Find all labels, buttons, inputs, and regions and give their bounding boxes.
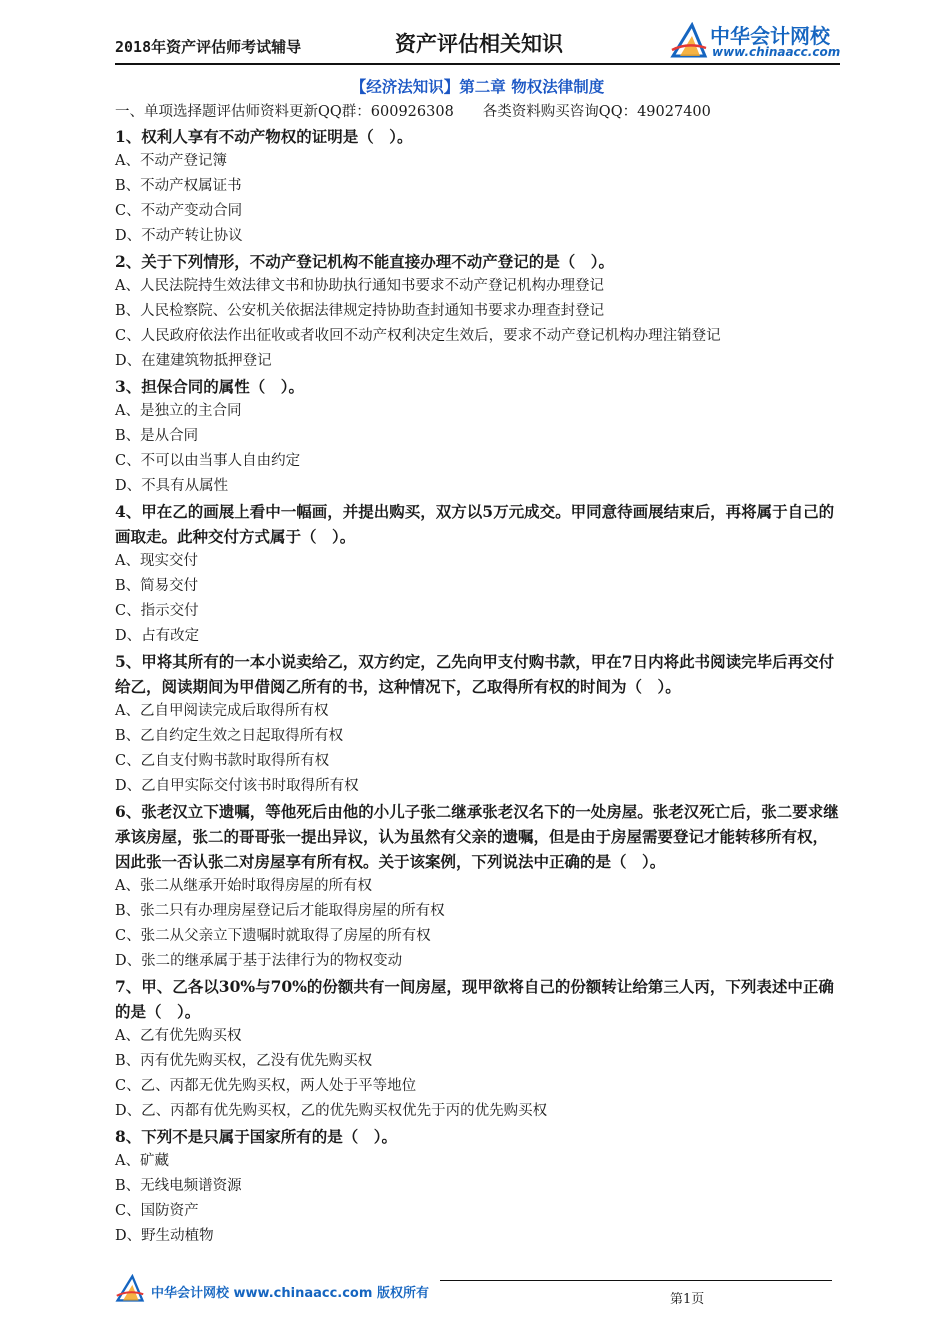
question-stem: 1、权利人享有不动产物权的证明是（ ）。 [115, 127, 413, 146]
option-d: D、不具有从属性 [115, 478, 229, 494]
option-d: D、乙、丙都有优先购买权，乙的优先购买权优先于丙的优先购买权 [115, 1103, 548, 1119]
logo-name: 中华会计网校 [710, 24, 830, 48]
question-6 [115, 799, 840, 974]
question-stem: 5、甲将其所有的一本小说卖给乙，双方约定，乙先向甲支付购书款，甲在7日内将此书阅读完毕后再交付给乙，阅读期间为甲借阅乙所有的书，这种情况下，乙取得所有权的时间为（ ）。 [115, 652, 835, 696]
option-c: C、指示交付 [115, 603, 199, 619]
option-d: D、在建建筑物抵押登记 [115, 353, 272, 369]
option-d: D、不动产转让协议 [115, 228, 243, 244]
option-a: A、乙有优先购买权 [115, 1028, 242, 1044]
option-c: C、乙自支付购书款时取得所有权 [115, 753, 330, 769]
option-a: A、不动产登记簿 [115, 153, 227, 169]
option-b: B、不动产权属证书 [115, 178, 242, 194]
question-3 [115, 374, 840, 499]
question-stem: 2、关于下列情形，不动产登记机构不能直接办理不动产登记的是（ ）。 [115, 252, 615, 271]
option-c: C、不可以由当事人自由约定 [115, 453, 301, 469]
option-b: B、人民检察院、公安机关依据法律规定持协助查封通知书要求办理查封登记 [115, 303, 605, 319]
footer-divider [440, 1280, 832, 1281]
option-b: B、简易交付 [115, 578, 199, 594]
footer-logo-icon [115, 1274, 145, 1302]
question-stem: 8、下列不是只属于国家所有的是（ ）。 [115, 1127, 398, 1146]
question-stem: 7、甲、乙各以30%与70%的份额共有一间房屋，现甲欲将自己的份额转让给第三人丙，下列表述中正确的是（ ）。 [115, 977, 834, 1021]
option-a: A、乙自甲阅读完成后取得所有权 [115, 703, 329, 719]
option-c: C、张二从父亲立下遗嘱时就取得了房屋的所有权 [115, 928, 431, 944]
option-b: B、乙自约定生效之日起取得所有权 [115, 728, 344, 744]
chapter-title: 【经济法知识】第二章 物权法律制度 [350, 77, 605, 96]
question-7 [115, 974, 840, 1124]
question-2 [115, 249, 840, 374]
option-d: D、张二的继承属于基于法律行为的物权变动 [115, 953, 403, 969]
question-5 [115, 649, 840, 799]
footer-copyright[interactable]: 中华会计网校 www.chinaacc.com 版权所有 [151, 1286, 429, 1301]
page-header [115, 18, 840, 62]
logo-url: www.chinaacc.com [712, 45, 841, 59]
option-c: C、不动产变动合同 [115, 203, 243, 219]
option-d: D、乙自甲实际交付该书时取得所有权 [115, 778, 359, 794]
question-1 [115, 124, 840, 249]
option-a: A、人民法院持生效法律文书和协助执行通知书要求不动产登记机构办理登记 [115, 278, 604, 294]
page-footer [115, 1272, 840, 1312]
option-b: B、张二只有办理房屋登记后才能取得房屋的所有权 [115, 903, 445, 919]
brand-logo[interactable] [670, 18, 845, 62]
section-heading: 一、单项选择题评估师资料更新QQ群：600926308 各类资料购买咨询QQ：49027400 [115, 104, 711, 120]
header-exam-label: 2018年资产评估师考试辅导 [115, 38, 302, 56]
logo-triangle-icon [670, 22, 708, 58]
question-4 [115, 499, 840, 649]
question-stem: 6、张老汉立下遗嘱，等他死后由他的小儿子张二继承张老汉名下的一处房屋。张老汉死亡后，张二要求继承该房屋，张二的哥哥张一提出异议，认为虽然有父亲的遗嘱，但是由于房屋需要登记才能转移所有权，因此张一否认张二对房屋享有所有权。关于该案例，下列说法中正确的是（ ）。 [115, 802, 839, 871]
option-d: D、占有改定 [115, 628, 200, 644]
page-number: 第1页 [670, 1292, 705, 1307]
header-subject-title: 资产评估相关知识 [395, 31, 563, 56]
option-c: C、国防资产 [115, 1203, 199, 1219]
option-b: B、丙有优先购买权，乙没有优先购买权 [115, 1053, 373, 1069]
header-divider [115, 63, 840, 65]
option-b: B、无线电频谱资源 [115, 1178, 242, 1194]
option-c: C、人民政府依法作出征收或者收回不动产权利决定生效后，要求不动产登记机构办理注销登记 [115, 328, 721, 344]
question-8 [115, 1124, 840, 1249]
option-d: D、野生动植物 [115, 1228, 214, 1244]
option-a: A、张二从继承开始时取得房屋的所有权 [115, 878, 372, 894]
document-body [115, 74, 840, 1249]
option-a: A、是独立的主合同 [115, 403, 242, 419]
option-a: A、矿藏 [115, 1153, 169, 1169]
option-c: C、乙、丙都无优先购买权，两人处于平等地位 [115, 1078, 417, 1094]
option-b: B、是从合同 [115, 428, 199, 444]
option-a: A、现实交付 [115, 553, 198, 569]
question-stem: 3、担保合同的属性（ ）。 [115, 377, 305, 396]
question-stem: 4、甲在乙的画展上看中一幅画，并提出购买，双方以5万元成交。甲同意待画展结束后，再将属于自己的画取走。此种交付方式属于（ ）。 [115, 502, 835, 546]
